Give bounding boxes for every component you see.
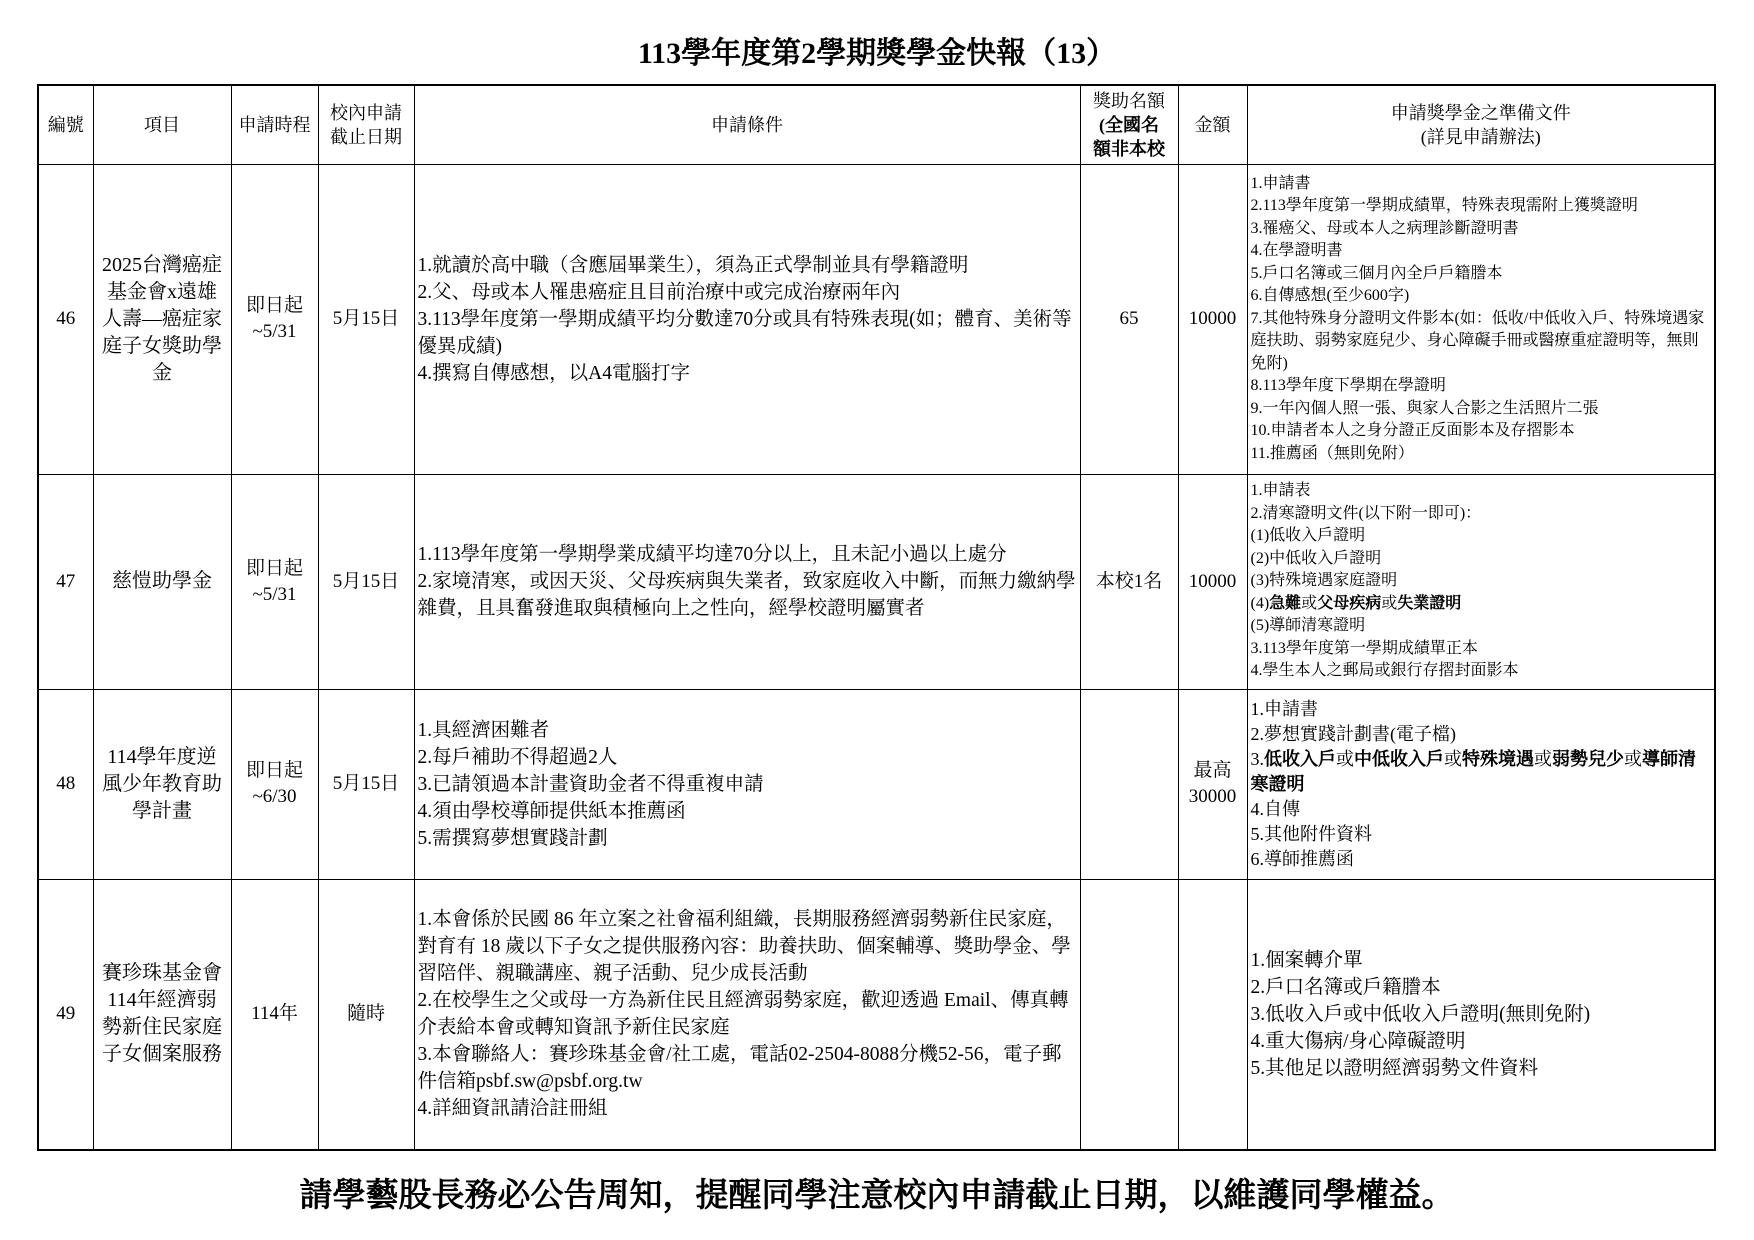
header-item: 項目 <box>93 85 231 164</box>
footer-notice: 請學藝股長務必公告周知，提醒同學注意校內申請截止日期，以維護同學權益。 <box>299 1178 1455 1214</box>
document-item: 2.清寒證明文件(以下附一即可)： <box>1250 504 1482 522</box>
document-item-emphasis: 特殊境遇 <box>1462 748 1534 769</box>
document-item-prefix: 3. <box>1250 748 1264 769</box>
award-quota: 本校1名 <box>1080 474 1178 689</box>
row-number: 46 <box>38 164 93 474</box>
document-item-emphasis: 低收入戶 <box>1264 748 1336 769</box>
header-schedule: 申請時程 <box>231 85 318 164</box>
school-deadline: 5月15日 <box>318 164 414 474</box>
scholarship-row <box>38 689 1715 879</box>
document-item: 6.導師推薦函 <box>1250 848 1354 869</box>
school-deadline: 隨時 <box>318 879 414 1150</box>
document-item: 1.申請書 <box>1250 698 1318 719</box>
document-item: 8.113學年度下學期在學證明 <box>1250 377 1446 395</box>
document-item-connector: 或 <box>1301 594 1318 612</box>
document-item: 1.申請表 <box>1250 482 1311 500</box>
header-quota <box>1080 85 1178 164</box>
header-quota-label: 獎助名額 <box>1093 90 1165 111</box>
document-item: 1.個案轉介單 <box>1250 949 1363 971</box>
document-item: 4.在學證明書 <box>1250 242 1343 260</box>
scholarship-row <box>38 474 1715 689</box>
condition-item: 2.在校學生之父或母一方為新住民且經濟弱勢家庭，歡迎透過 Email、傳真轉介表給本會或轉知資訊予新住民家庭 <box>417 990 1069 1039</box>
document-item-emphasis: 急難 <box>1269 594 1302 612</box>
document-item-connector: 或 <box>1336 748 1354 769</box>
condition-item: 2.父、母或本人罹患癌症且目前治療中或完成治療兩年內 <box>417 281 901 303</box>
condition-item: 4.須由學校導師提供紙本推薦函 <box>417 800 686 822</box>
condition-item: 1.具經濟困難者 <box>417 719 550 741</box>
eligibility-conditions <box>414 474 1080 689</box>
document-item: 3.罹癌父、母或本人之病理診斷證明書 <box>1250 219 1519 237</box>
required-documents <box>1247 879 1715 1150</box>
document-item: (2)中低收入戶證明 <box>1250 549 1382 567</box>
document-item-emphasis: 失業證明 <box>1397 594 1462 612</box>
header-quota-note: (全國名 額非本校 <box>1093 114 1165 159</box>
school-deadline: 5月15日 <box>318 689 414 879</box>
condition-item: 2.家境清寒，或因天災、父母疾病與失業者，致家庭收入中斷，而無力繳納學雜費，且具奮發進取與積極向上之性向，經學校證明屬實者 <box>417 571 1076 619</box>
condition-item: 3.已請領過本計畫資助金者不得重複申請 <box>417 773 764 795</box>
condition-item: 2.每戶補助不得超過2人 <box>417 746 618 768</box>
document-item: 2.113學年度第一學期成績單，特殊表現需附上獲獎證明 <box>1250 197 1638 215</box>
application-period: 即日起 ~5/31 <box>231 164 318 474</box>
document-item: 3.113學年度第一學期成績單正本 <box>1250 639 1478 657</box>
condition-item: 1.本會係於民國 86 年立案之社會福利組織，長期服務經濟弱勢新住民家庭，對育有 18 歲以下子女之提供服務內容：助養扶助、個案輔導、獎助學金、學習陪伴、親職講座、親子活動、兒少成長活動 <box>417 909 1071 985</box>
required-documents <box>1247 474 1715 689</box>
document-item: 5.其他附件資料 <box>1250 823 1372 844</box>
header-documents-note: (詳見申請辦法) <box>1420 126 1541 147</box>
document-item: 4.自傳 <box>1250 798 1300 819</box>
header-amount: 金額 <box>1178 85 1247 164</box>
document-item-emphasis: 弱勢兒少 <box>1552 748 1624 769</box>
award-quota <box>1080 879 1178 1150</box>
document-item-emphasis: 父母疾病 <box>1317 594 1382 612</box>
scholarship-row <box>38 164 1715 474</box>
scholarship-name: 114學年度逆風少年教育助學計畫 <box>93 689 231 879</box>
eligibility-conditions <box>414 879 1080 1150</box>
award-quota: 65 <box>1080 164 1178 474</box>
row-number: 47 <box>38 474 93 689</box>
header-row <box>38 85 1715 164</box>
header-deadline: 校內申請 截止日期 <box>318 85 414 164</box>
document-item: 5.其他足以證明經濟弱勢文件資料 <box>1250 1057 1539 1079</box>
document-item: 5.戶口名簿或三個月內全戶戶籍謄本 <box>1250 264 1503 282</box>
row-number: 49 <box>38 879 93 1150</box>
scholarship-row <box>38 879 1715 1150</box>
application-period: 即日起 ~5/31 <box>231 474 318 689</box>
eligibility-conditions <box>414 164 1080 474</box>
award-amount: 最高 30000 <box>1178 689 1247 879</box>
scholarship-name: 慈愷助學金 <box>93 474 231 689</box>
document-item: 7.其他特殊身分證明文件影本(如：低收/中低收入戶、特殊境遇家庭扶助、弱勢家庭兒少、身心障礙手冊或醫療重症證明等，無則免附) <box>1250 309 1705 372</box>
scholarship-table <box>37 84 1716 1151</box>
document-item <box>1251 593 1712 616</box>
document-item-connector: 或 <box>1444 748 1462 769</box>
document-item: (1)低收入戶證明 <box>1250 527 1366 545</box>
condition-item: 3.113學年度第一學期成績平均分數達70分或具有特殊表現(如；體育、美術等優異成績) <box>417 308 1072 357</box>
document-item: 4.學生本人之郵局或銀行存摺封面影本 <box>1250 662 1519 680</box>
award-amount: 10000 <box>1178 474 1247 689</box>
row-number: 48 <box>38 689 93 879</box>
document-item: 2.戶口名簿或戶籍謄本 <box>1250 976 1441 998</box>
document-item: 9.一年內個人照一張、與家人合影之生活照片二張 <box>1250 399 1599 417</box>
document-item-prefix: (4) <box>1250 594 1270 612</box>
eligibility-conditions <box>414 689 1080 879</box>
document-item: (3)特殊境遇家庭證明 <box>1250 572 1398 590</box>
document-item: (5)導師清寒證明 <box>1250 617 1366 635</box>
condition-item: 4.詳細資訊請洽註冊組 <box>417 1098 608 1120</box>
document-item <box>1251 747 1712 797</box>
required-documents <box>1247 689 1715 879</box>
school-deadline: 5月15日 <box>318 474 414 689</box>
award-amount: 10000 <box>1178 164 1247 474</box>
document-item: 6.自傳感想(至少600字) <box>1250 287 1410 305</box>
document-item: 10.申請者本人之身分證正反面影本及存摺影本 <box>1250 422 1575 440</box>
condition-item: 1.113學年度第一學期學業成績平均達70分以上，且未記小過以上處分 <box>417 544 1007 565</box>
condition-item: 4.撰寫自傳感想，以A4電腦打字 <box>417 362 690 384</box>
document-item-connector: 或 <box>1624 748 1642 769</box>
award-quota <box>1080 689 1178 879</box>
application-period: 即日起 ~6/30 <box>231 689 318 879</box>
document-item-emphasis: 中低收入戶 <box>1354 748 1444 769</box>
document-item: 2.夢想實踐計劃書(電子檔) <box>1250 723 1456 744</box>
document-item: 1.申請書 <box>1250 174 1311 192</box>
document-item: 11.推薦函（無則免附） <box>1250 444 1414 462</box>
header-conditions: 申請條件 <box>414 85 1080 164</box>
condition-item: 1.就讀於高中職（含應屆畢業生），須為正式學制並具有學籍證明 <box>417 254 969 276</box>
scholarship-name: 賽珍珠基金會114年經濟弱勢新住民家庭子女個案服務 <box>93 879 231 1150</box>
header-documents-label: 申請獎學金之準備文件 <box>1390 102 1571 123</box>
document-item-connector: 或 <box>1381 594 1398 612</box>
page-title: 113學年度第2學期獎學金快報（13） <box>637 37 1117 70</box>
document-item: 3.低收入戶或中低收入戶證明(無則免附) <box>1250 1003 1591 1025</box>
header-number: 編號 <box>38 85 93 164</box>
header-documents <box>1247 85 1715 164</box>
condition-item: 3.本會聯絡人：賽珍珠基金會/社工處，電話02-2504-8088分機52-56，電子郵件信箱psbf.sw@psbf.org.tw <box>417 1044 1062 1093</box>
award-amount <box>1178 879 1247 1150</box>
document-item-emphasis: 導師清寒證明 <box>1250 748 1696 794</box>
required-documents <box>1247 164 1715 474</box>
application-period: 114年 <box>231 879 318 1150</box>
document-item: 4.重大傷病/身心障礙證明 <box>1250 1030 1466 1052</box>
document-item-connector: 或 <box>1534 748 1552 769</box>
condition-item: 5.需撰寫夢想實踐計劃 <box>417 827 608 849</box>
scholarship-name: 2025台灣癌症基金會x遠雄人壽—癌症家庭子女獎助學金 <box>93 164 231 474</box>
